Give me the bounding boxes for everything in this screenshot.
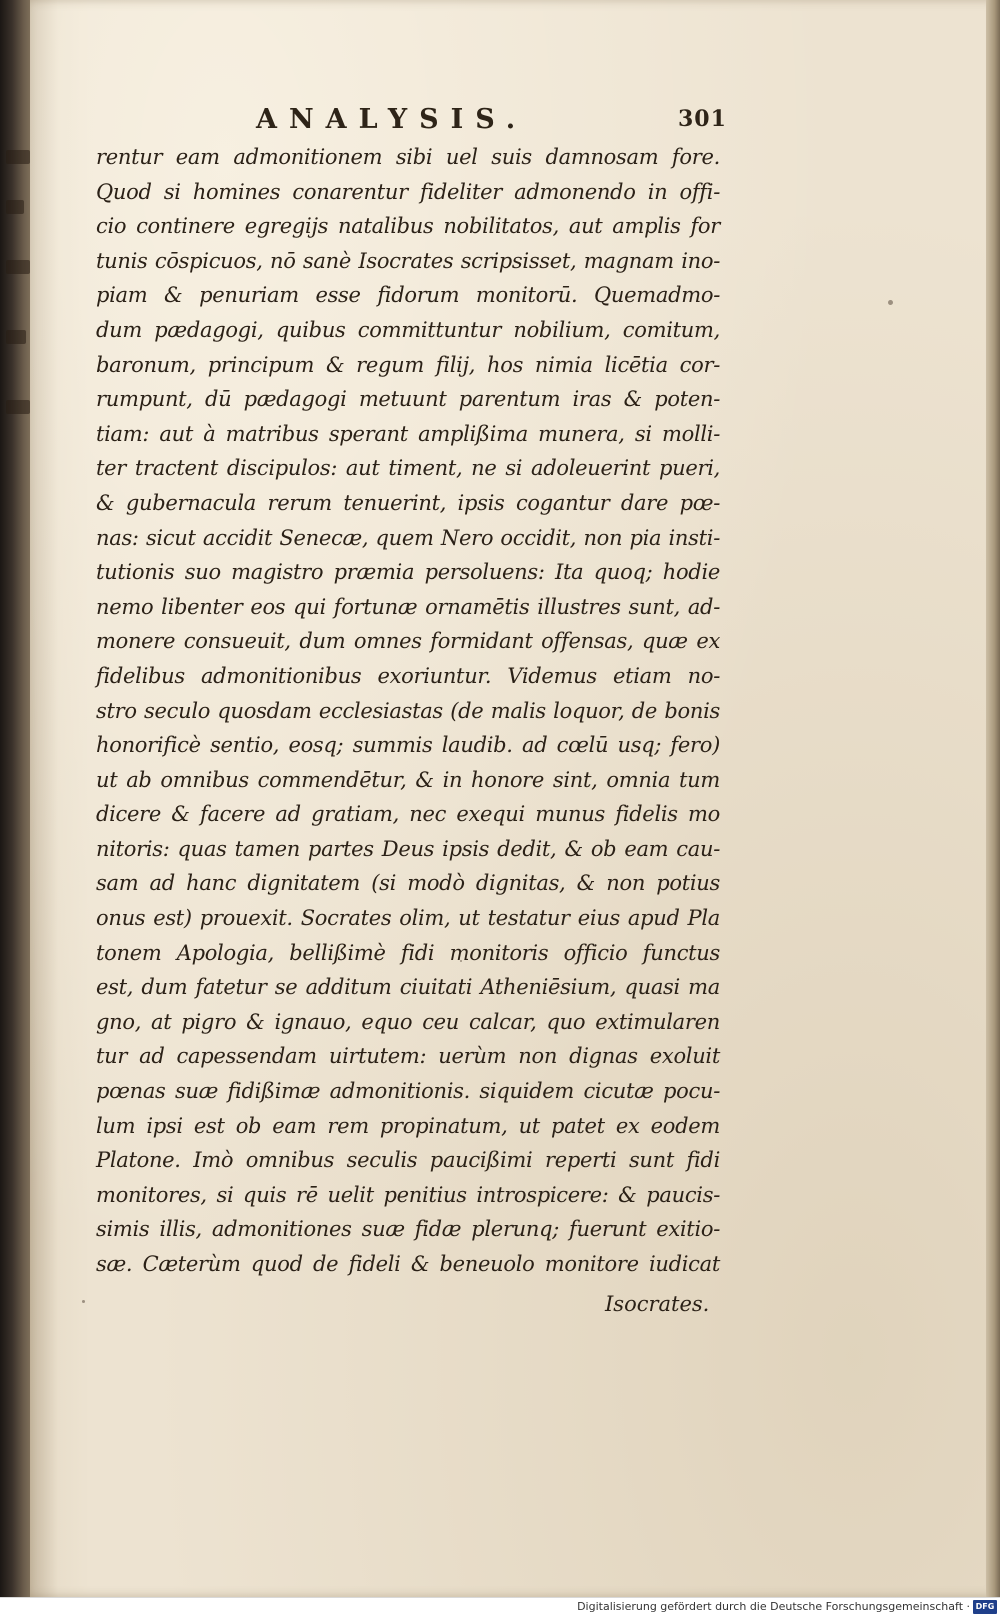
- dfg-logo: DFG: [973, 1600, 997, 1614]
- text-line: baronum, principum & regum filij, hos nimia licētia cor-: [96, 352, 720, 377]
- text-line: dum pædagogi, quibus committuntur nobilium, comitum,: [96, 317, 720, 342]
- text-line: onus est) prouexit. Socrates olim, ut testatur eius apud Pla: [96, 906, 720, 931]
- footer-bar: [0, 1597, 1000, 1617]
- text-line: nitoris: quas tamen partes Deus ipsis dedit, & ob eam cau-: [96, 836, 720, 861]
- page-edge: [986, 0, 1000, 1597]
- text-line: simis illis, admonitiones suæ fidæ plerunq; fuerunt exitio-: [96, 1217, 720, 1242]
- text-line: Quod si homines conarentur fideliter admonendo in offi-: [96, 179, 720, 204]
- text-line: tunis cōspicuos, nō sanè Isocrates scripsisset, magnam ino-: [96, 248, 720, 273]
- text-line: sam ad hanc dignitatem (si modò dignitas, & non potius: [96, 871, 720, 896]
- page-number: 301: [678, 106, 727, 132]
- text-line: gno, at pigro & ignauo, equo ceu calcar, quo extimularen: [96, 1009, 720, 1034]
- text-line: lum ipsi est ob eam rem propinatum, ut patet ex eodem: [96, 1113, 720, 1138]
- text-line: monere consueuit, dum omnes formidant offensas, quæ ex: [96, 629, 720, 654]
- text-line: ter tractent discipulos: aut timent, ne si adoleuerint pueri,: [96, 456, 720, 481]
- text-line: piam & penuriam esse fidorum monitorū. Quemadmo-: [96, 283, 720, 308]
- text-line: sæ. Cæterùm quod de fideli & beneuolo monitore iudicat: [96, 1252, 720, 1276]
- text-line: tur ad capessendam uirtutem: uerùm non dignas exoluit: [96, 1044, 720, 1069]
- previous-page-edge: [0, 0, 34, 1597]
- text-line: cio continere egregijs natalibus nobilitatos, aut amplis for: [96, 214, 720, 239]
- funding-credit: Digitalisierung gefördert durch die Deutsche Forschungsgemeinschaft ·: [577, 1600, 970, 1613]
- paper-speck: [888, 300, 893, 305]
- body-text: [96, 140, 720, 1282]
- text-line: stro seculo quosdam ecclesiastas (de malis loquor, de bonis: [96, 698, 720, 723]
- text-line: dicere & facere ad gratiam, nec exequi munus fidelis mo: [96, 802, 720, 827]
- text-line: monitores, si quis rē uelit penitius introspicere: & paucis-: [96, 1182, 720, 1207]
- text-line: rentur eam admonitionem sibi uel suis damnosam fore.: [96, 145, 720, 169]
- book-page: [30, 0, 1000, 1597]
- paper-speck: [82, 1300, 85, 1303]
- text-line: tiam: aut à matribus sperant amplißima munera, si molli-: [96, 421, 720, 446]
- catchword: Isocrates.: [605, 1292, 710, 1316]
- text-line: & gubernacula rerum tenuerint, ipsis cogantur dare pœ-: [96, 490, 720, 515]
- text-line: est, dum fatetur se additum ciuitati Atheniēsium, quasi ma: [96, 975, 720, 1000]
- text-line: nas: sicut accidit Senecæ, quem Nero occidit, non pia insti-: [96, 525, 720, 550]
- text-line: pœnas suæ fidißimæ admonitionis. siquidem cicutæ pocu-: [96, 1079, 720, 1104]
- text-line: ut ab omnibus commendētur, & in honore sint, omnia tum: [96, 767, 720, 792]
- running-head: ANALYSIS.: [256, 104, 528, 135]
- text-line: rumpunt, dū pædagogi metuunt parentum iras & poten-: [96, 387, 720, 412]
- paper-speck: [460, 960, 462, 962]
- text-line: tutionis suo magistro præmia persoluens: Ita quoq; hodie: [96, 560, 720, 585]
- text-line: honorificè sentio, eosq; summis laudib. ad cœlū usq; fero): [96, 733, 720, 758]
- text-line: Platone. Imò omnibus seculis paucißimi reperti sunt fidi: [96, 1148, 720, 1173]
- text-line: fidelibus admonitionibus exoriuntur. Videmus etiam no-: [96, 663, 720, 688]
- text-line: nemo libenter eos qui fortunæ ornamētis illustres sunt, ad-: [96, 594, 720, 619]
- text-line: tonem Apologia, bellißimè fidi monitoris officio functus: [96, 940, 720, 965]
